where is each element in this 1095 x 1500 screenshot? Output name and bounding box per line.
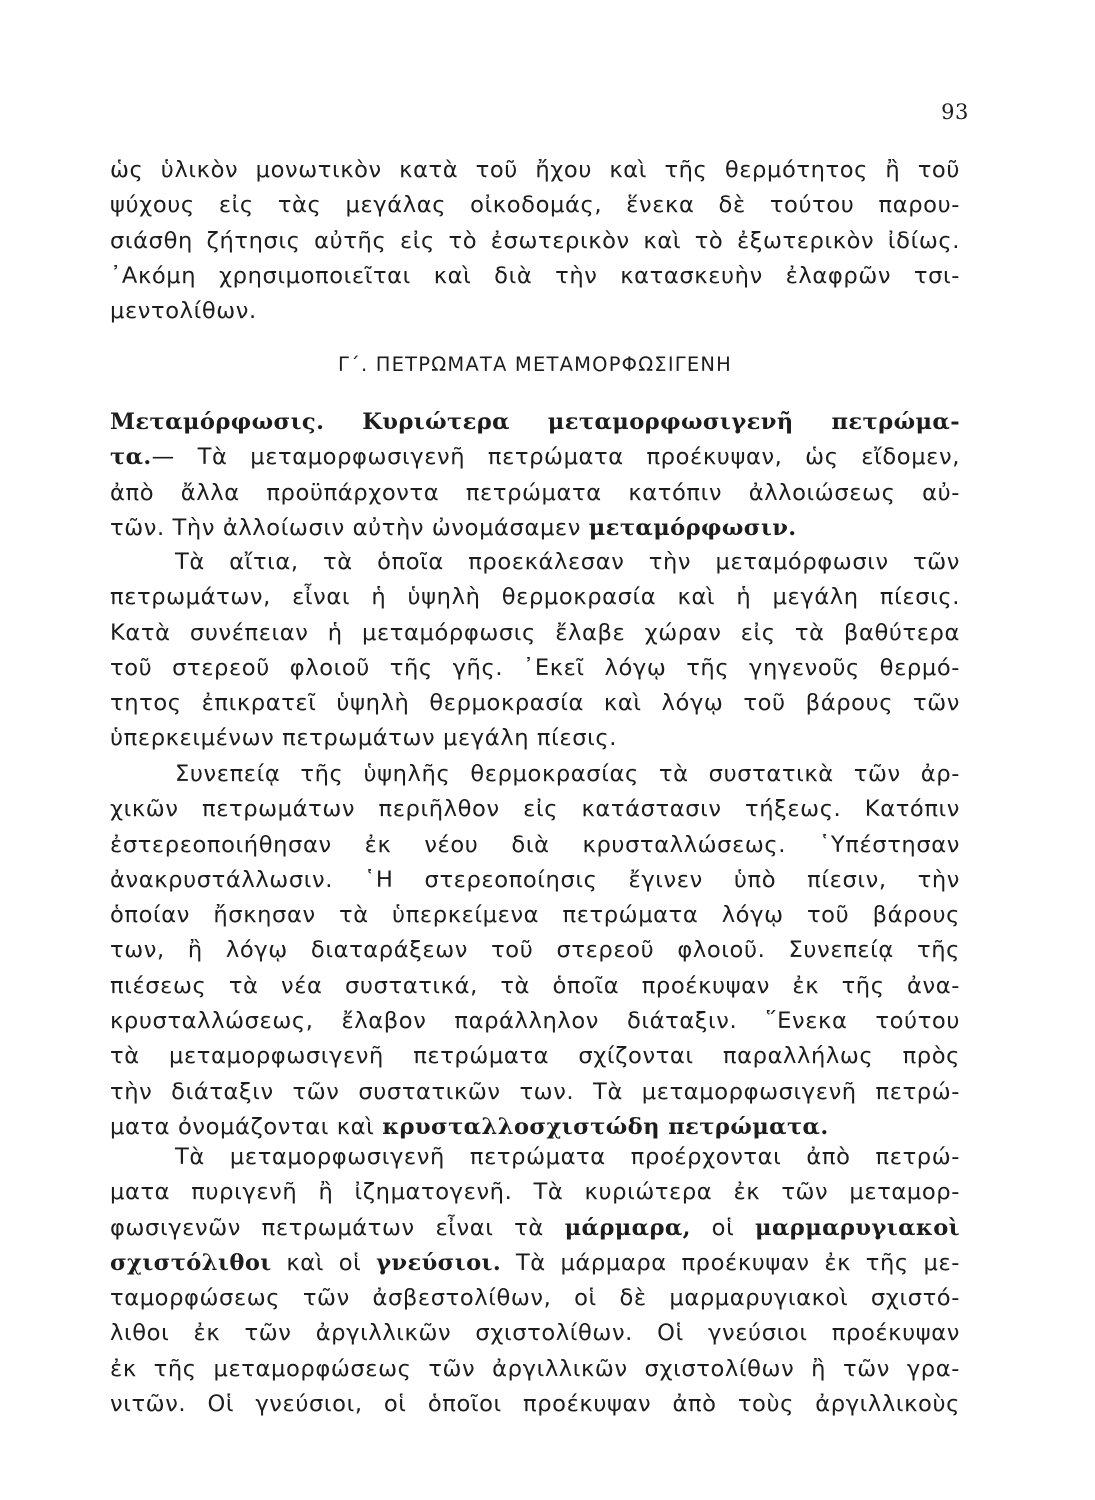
text-span: τῶν. Τὴν ἀλλοίωσιν αὐτὴν ὠνομάσαμεν: [110, 514, 589, 541]
text-line: ἐκ τῆς μεταμορφώσεως τῶν ἀργιλλικῶν σχιστολίθων ἢ τῶν γρα-: [110, 1355, 960, 1382]
bold-term: σχιστόλιθοι: [110, 1249, 272, 1276]
bold-term: μαρμαρυγιακοὶ: [755, 1214, 960, 1241]
bold-term: μάρμαρα,: [564, 1214, 691, 1241]
text-line: Τὰ αἴτια, τὰ ὁποῖα προεκάλεσαν τὴν μεταμόρφωσιν τῶν: [175, 549, 960, 575]
text-line: ᾿Ακόμη χρησιμοποιεῖται καὶ διὰ τὴν κατασκευὴν ἐλαφρῶν τσι-: [110, 262, 960, 289]
text-line: ἀπὸ ἄλλα προϋπάρχοντα πετρώματα κατόπιν ἀλλοιώσεως αὐ-: [110, 479, 960, 506]
text-line: [110, 1211, 960, 1246]
text-line: ματα πυριγενῆ ἢ ἰζηματογενῆ. Τὰ κυριώτερα ἐκ τῶν μεταμορ-: [110, 1179, 960, 1206]
paragraph-3: [110, 545, 960, 757]
paragraph-4: [110, 757, 960, 1145]
text-span: φωσιγενῶν πετρωμάτων εἶναι τὰ: [110, 1214, 565, 1241]
bold-term: μεταμόρφωσιν.: [588, 514, 797, 541]
text-span: Τὰ μάρμαρα προέκυψαν ἐκ τῆς με-: [501, 1249, 961, 1276]
text-line: μεντολίθων.: [110, 298, 257, 325]
text-span: — Τὰ μεταμορφωσιγενῆ πετρώματα προέκυψαν, ὡς εἴδομεν,: [151, 444, 960, 471]
text-line: λιθοι ἐκ τῶν ἀργιλλικῶν σχιστολίθων. Οἱ γνεύσιοι προέκυψαν: [110, 1320, 960, 1347]
text-span: ματα ὀνομάζονται καὶ: [110, 1113, 383, 1140]
page-number: 93: [941, 100, 969, 124]
text-line: [110, 440, 960, 475]
text-line: χικῶν πετρωμάτων περιῆλθον εἰς κατάστασιν τήξεως. Κατόπιν: [110, 796, 960, 823]
text-line: πιέσεως τὰ νέα συστατικά, τὰ ὁποῖα προέκυψαν ἐκ τῆς ἀνα-: [110, 972, 960, 999]
text-line: ταμορφώσεως τῶν ἀσβεστολίθων, οἱ δὲ μαρμαρυγιακοὶ σχιστό-: [110, 1285, 960, 1312]
text-line: ὁποίαν ἤσκησαν τὰ ὑπερκείμενα πετρώματα λόγῳ τοῦ βάρους: [110, 902, 960, 929]
text-line: Τὰ μεταμορφωσιγενῆ πετρώματα προέρχονται ἀπὸ πετρώ-: [175, 1144, 960, 1170]
text-line: τὴν διάταξιν τῶν συστατικῶν των. Τὰ μεταμορφωσιγενῆ πετρώ-: [110, 1078, 960, 1105]
bold-term: γνεύσιοι.: [376, 1249, 502, 1276]
text-line: κρυσταλλώσεως, ἔλαβον παράλληλον διάταξιν. ῞Ενεκα τούτου: [110, 1008, 960, 1035]
paragraph-5: [110, 1140, 960, 1422]
text-line: τὰ μεταμορφωσιγενῆ πετρώματα σχίζονται παραλλήλως πρὸς: [110, 1043, 960, 1070]
text-line: ὑπερκειμένων πετρωμάτων μεγάλη πίεσις.: [110, 725, 617, 752]
text-line: νιτῶν. Οἱ γνεύσιοι, οἱ ὁποῖοι προέκυψαν ἀπὸ τοὺς ἀργιλλικοὺς: [110, 1391, 960, 1418]
paragraph-2: [110, 405, 960, 546]
bold-term: κρυσταλλοσχιστώδη πετρώματα.: [382, 1113, 829, 1140]
section-heading: Γ΄. ΠΕΤΡΩΜΑΤΑ ΜΕΤΑΜΟΡΦΩΣΙΓΕΝΗ: [337, 353, 733, 376]
paragraph-1: [110, 153, 960, 329]
text-line: πετρωμάτων, εἶναι ἡ ὑψηλὴ θερμοκρασία καὶ ἡ μεγάλη πίεσις.: [110, 584, 960, 611]
subsection-title-end: τα.: [110, 444, 152, 471]
subsection-title: Μεταμόρφωσις. Κυριώτερα μεταμορφωσιγενῆ πετρώμα-: [110, 409, 960, 435]
text-line: τοῦ στερεοῦ φλοιοῦ τῆς γῆς. ᾿Εκεῖ λόγῳ τῆς γηγενοῦς θερμό-: [110, 654, 960, 681]
text-line: [110, 511, 960, 546]
text-span: καὶ οἱ: [271, 1249, 377, 1276]
text-line: Συνεπείᾳ τῆς ὑψηλῆς θερμοκρασίας τὰ συστατικὰ τῶν ἀρ-: [175, 761, 960, 787]
text-line: τητος ἐπικρατεῖ ὑψηλὴ θερμοκρασία καὶ λόγῳ τοῦ βάρους τῶν: [110, 690, 960, 717]
text-line: ψύχους εἰς τὰς μεγάλας οἰκοδομάς, ἕνεκα δὲ τούτου παρου-: [110, 192, 960, 219]
text-line: των, ἢ λόγῳ διαταράξεων τοῦ στερεοῦ φλοιοῦ. Συνεπείᾳ τῆς: [110, 937, 960, 964]
text-span: οἱ: [690, 1214, 756, 1241]
text-line: σιάσθη ζήτησις αὐτῆς εἰς τὸ ἐσωτερικὸν καὶ τὸ ἐξωτερικὸν ἰδίως.: [110, 227, 960, 254]
text-line: ἀνακρυστάλλωσιν. ῾Η στερεοποίησις ἔγινεν ὑπὸ πίεσιν, τὴν: [110, 866, 960, 893]
text-line: [110, 1246, 960, 1281]
text-line: ὡς ὑλικὸν μονωτικὸν κατὰ τοῦ ἤχου καὶ τῆς θερμότητος ἢ τοῦ: [110, 157, 960, 183]
text-line: ἐστερεοποιήθησαν ἐκ νέου διὰ κρυσταλλώσεως. ῾Υπέστησαν: [110, 831, 960, 858]
text-line: Κατὰ συνέπειαν ἡ μεταμόρφωσις ἔλαβε χώραν εἰς τὰ βαθύτερα: [110, 619, 960, 646]
